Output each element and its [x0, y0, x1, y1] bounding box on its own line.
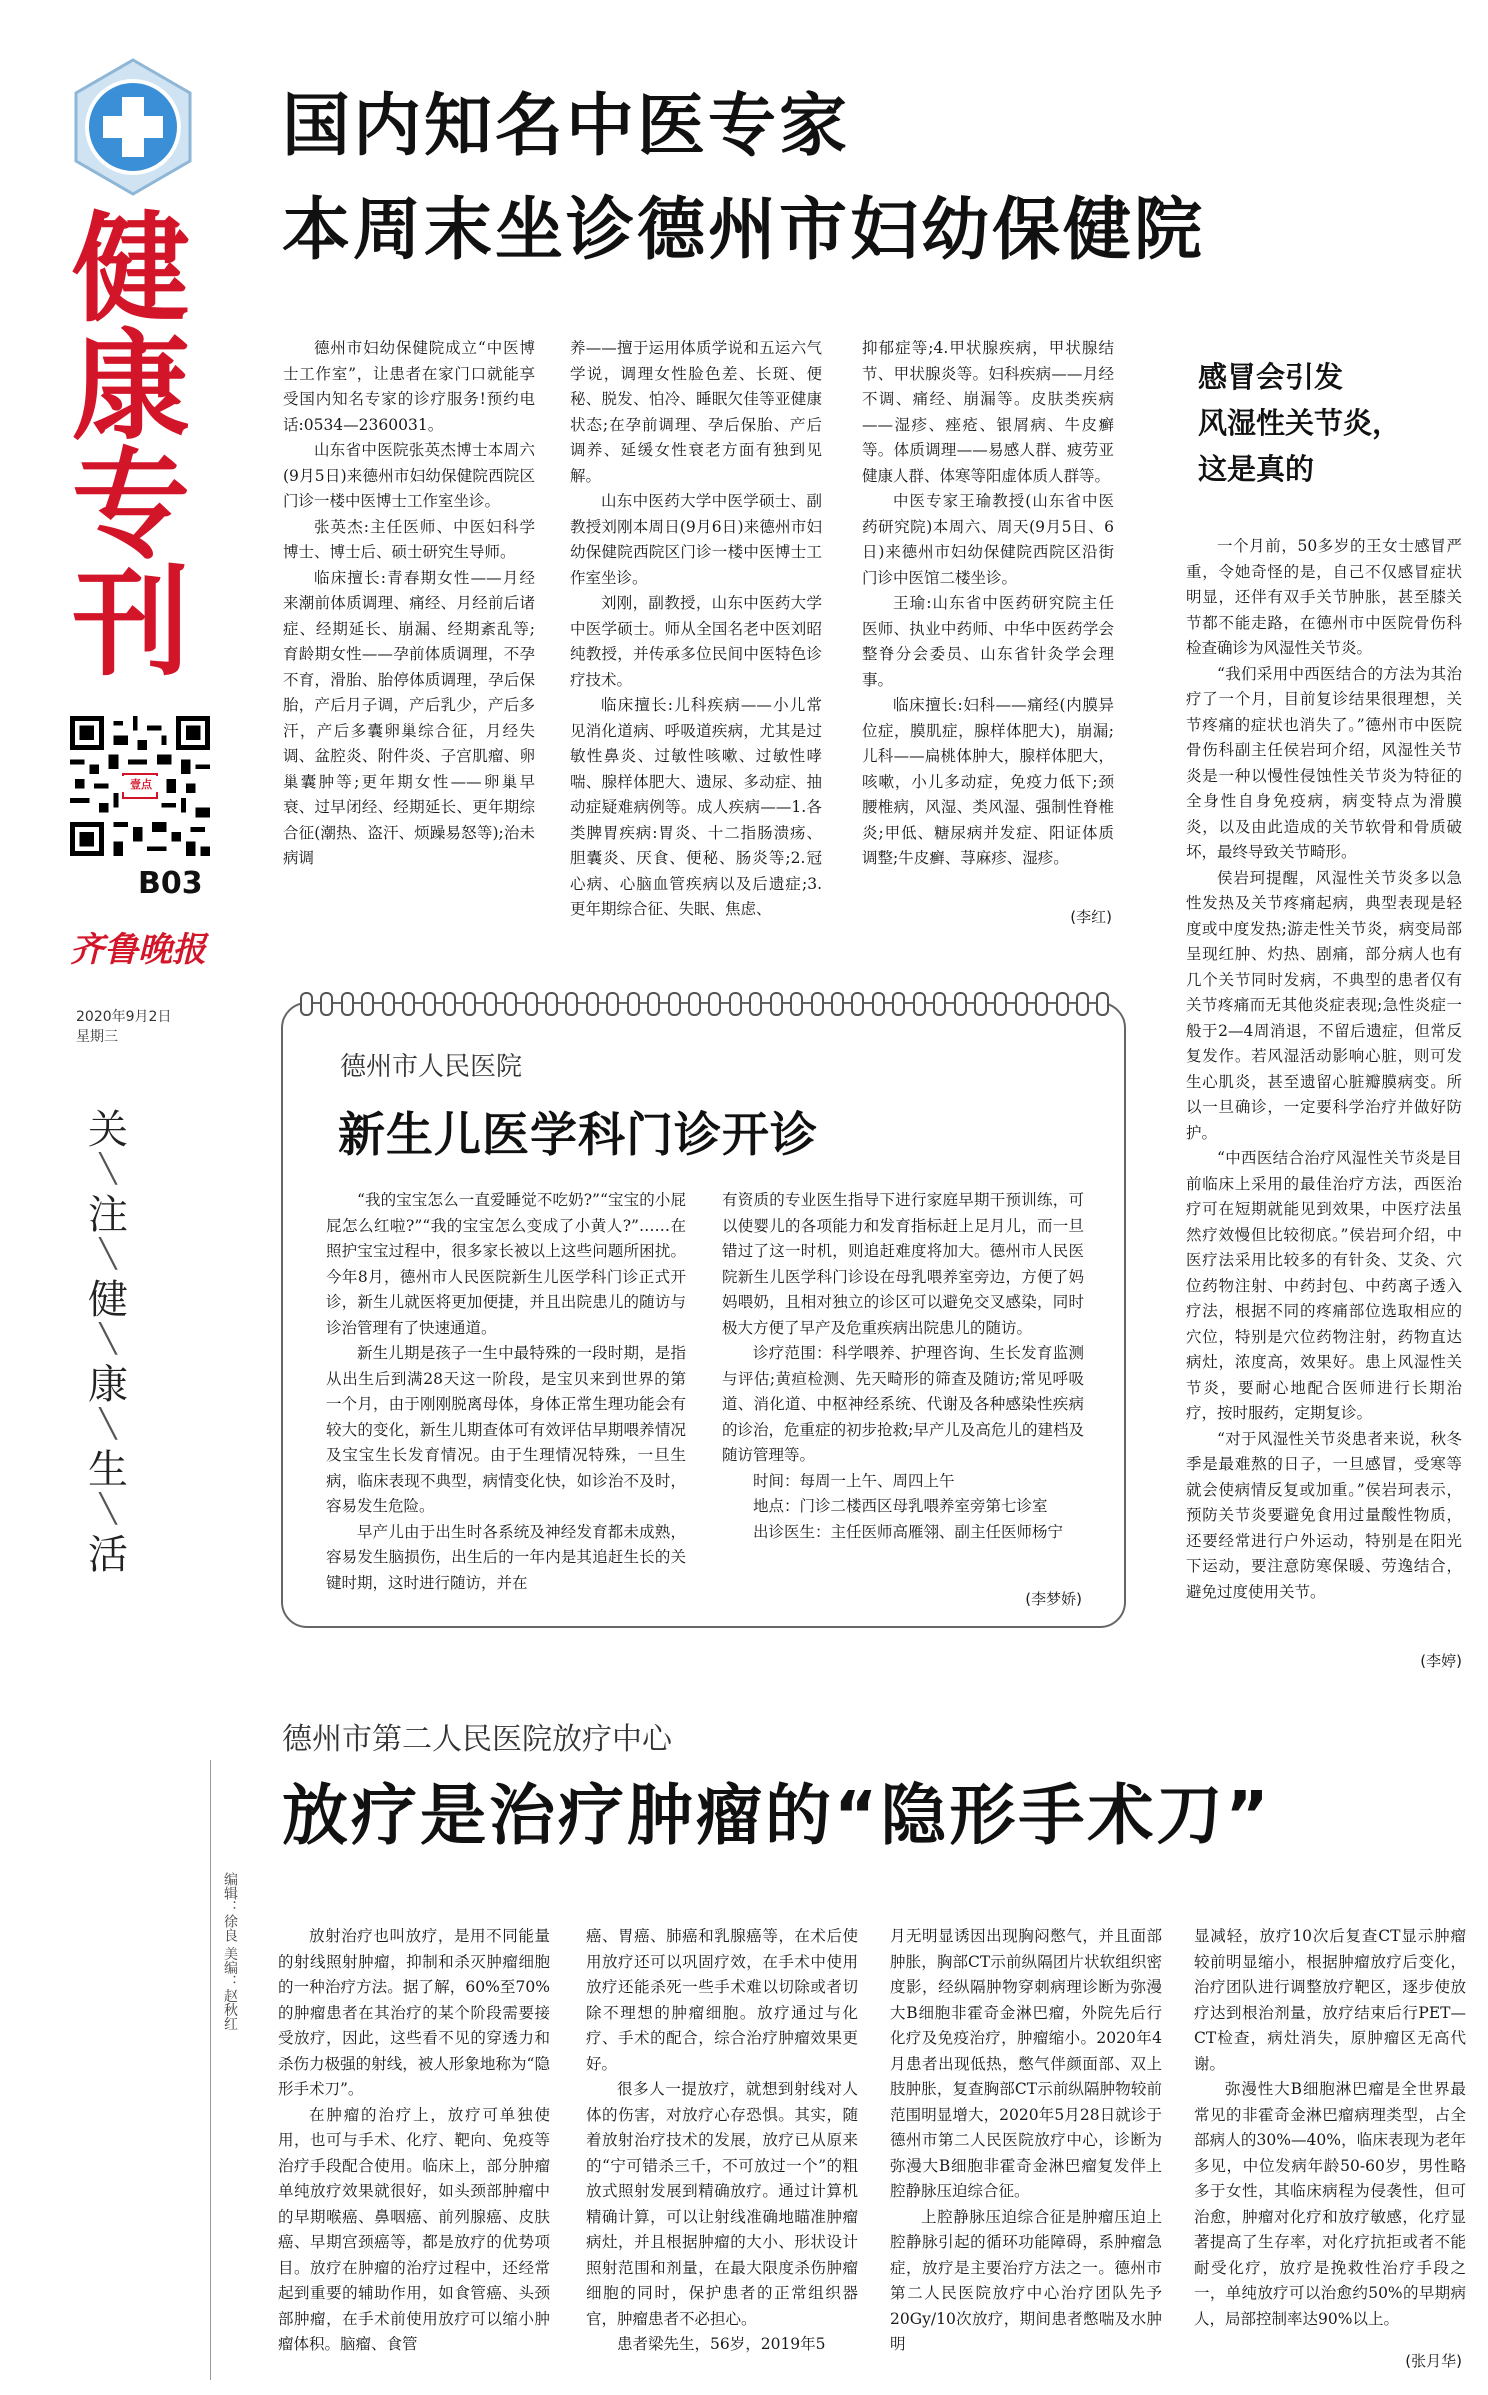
paragraph: 早产儿由于出生时各系统及神经发育都未成熟，容易发生脑损伤，出生后的一年内是其追赶生长的关键时期，这时进行随访，并在: [326, 1522, 686, 1592]
article2-body: [1186, 534, 1462, 1605]
page-number: B03: [138, 866, 203, 901]
paragraph: 刘刚，副教授，山东中医药大学中医学硕士。师从全国名老中医刘昭纯教授，并传承多位民间中医特色诊疗技术。: [570, 594, 822, 689]
paragraph: “我的宝宝怎么一直爱睡觉不吃奶?”“宝宝的小屁屁怎么红啦?”“我的宝宝怎么变成了小黄人?”……在照护宝宝过程中，很多家长被以上这些问题所困扰。今年8月，德州市人民医院新生儿医学科门诊正式开诊，新生儿就医将更加便捷，并且出院患儿的随访与诊治管理有了快速通道。: [326, 1191, 686, 1337]
article3-headline: 新生儿医学科门诊开诊: [338, 1108, 818, 1163]
paragraph: 张英杰:主任医师、中医妇科学博士、博士后、硕士研究生导师。: [283, 517, 535, 561]
notebook-rings: [300, 992, 1110, 1014]
paragraph: 抑郁症等;4.甲状腺疾病，甲状腺结节、甲状腺炎等。妇科疾病——月经不调、痛经、崩漏等。皮肤类疾病——湿疹、痤疮、银屑病、牛皮癣等。体质调理——易感人群、疲劳亚健康人群、体寒等阳虚体质人群等。: [862, 339, 1114, 485]
paragraph: “中西医结合治疗风湿性关节炎是目前临床上采用的最佳治疗方法，西医治疗可在短期就能见到效果，中医疗法虽然疗效慢但比较彻底。”侯岩珂介绍，中医疗法采用比较多的有针灸、艾灸、穴位药物注射、中药封包、中药离子透入疗法，根据不同的疼痛部位选取相应的穴位，特别是穴位药物注射，药物直达病灶，浓度高，效果好。患上风湿性关节炎，要耐心地配合医师进行长期治疗，按时服药，定期复诊。: [1186, 1149, 1462, 1422]
article1-byline: (李红): [1070, 908, 1112, 926]
article3-column-2: [722, 1188, 1084, 1545]
focus-char: 康: [88, 1362, 128, 1408]
article1-column-2: [570, 336, 822, 923]
headline-line: 感冒会引发: [1198, 360, 1344, 394]
paragraph: 临床擅长:儿科疾病——小儿常见消化道病、呼吸道疾病，尤其是过敏性鼻炎、过敏性咳嗽、过敏性哮喘、腺样体肥大、遗尿、多动症、抽动症疑难病例等。成人疾病——1.各类脾胃疾病:胃炎、十二指肠溃疡、胆囊炎、厌食、便秘、肠炎等;2.冠心病、心脑血管疾病以及后遗症;3.更年期综合征、失眠、焦虑、: [570, 696, 822, 918]
paragraph: 山东省中医院张英杰博士本周六(9月5日)来德州市妇幼保健院西院区门诊一楼中医博士工作室坐诊。: [283, 441, 535, 510]
paragraph: 山东中医药大学中医学硕士、副教授刘刚本周日(9月6日)来德州市妇幼保健院西院区门诊一楼中医博士工作室坐诊。: [570, 492, 822, 587]
focus-slogan: 关 ╲ 注 ╲ 健 ╲ 康 ╲ 生 ╲ 活: [78, 1098, 138, 1580]
paragraph: 临床擅长:妇科——痛经(内膜异位症，膜肌症，腺样体肥大)，崩漏;儿科——扁桃体肿大，腺样体肥大，咳嗽，小儿多动症，免疫力低下;颈腰椎病，风湿、类风湿、强制性脊椎炎;甲低、糖尿病并发症、阳证体质调整;牛皮癣、荨麻疹、湿疹。: [862, 696, 1114, 867]
paragraph: 癌、胃癌、肺癌和乳腺癌等，在术后使用放疗还可以巩固疗效，在手术中使用放疗还能杀死一些手术难以切除或者切除不理想的肿瘤细胞。放疗通过与化疗、手术的配合，综合治疗肿瘤效果更好。: [586, 1927, 858, 2073]
paragraph: 时间：每周一上午、周四上午: [753, 1471, 955, 1490]
paragraph: 德州市妇幼保健院成立“中医博士工作室”，让患者在家门口就能享受国内知名专家的诊疗服务!预约电话:0534—2360031。: [283, 339, 535, 434]
article4-column-1: [278, 1924, 550, 2358]
qr-label: 壹点: [122, 776, 160, 792]
paragraph: 侯岩珂提醒，风湿性关节炎多以急性发热及关节疼痛起病，典型表现是轻度或中度发热;游走性关节炎，病变局部呈现红肿、灼热、剧痛，部分病人也有几个关节同时发病，不典型的患者仅有关节疼痛而无其他炎症表现;急性炎症一般于2—4周消退，不留后遗症，但常反复发作。若风湿活动影响心脏，则可发生心肌炎，甚至遗留心脏瓣膜病变。所以一旦确诊，一定要科学治疗并做好防护。: [1186, 868, 1462, 1142]
paragraph: 患者梁先生，56岁，2019年5: [617, 2335, 826, 2353]
focus-char: 活: [88, 1532, 128, 1578]
logo-badge: [58, 52, 208, 202]
article3-kicker: 德州市人民医院: [340, 1052, 523, 1082]
paragraph: 出诊医生：主任医师高雁翎、副主任医师杨宁: [753, 1522, 1064, 1541]
headline-line: 风湿性关节炎，: [1198, 406, 1402, 440]
paragraph: 上腔静脉压迫综合征是肿瘤压迫上腔静脉引起的循环功能障碍，系肿瘤急症，放疗是主要治疗方法之一。德州市第二人民医院放疗中心治疗团队先予20Gy/10次放疗，期间患者憋喘及水肿明: [890, 2207, 1162, 2353]
article4-byline: (张月华): [1405, 2352, 1462, 2370]
section-char: 康: [72, 318, 191, 456]
section-char: 健: [72, 200, 191, 338]
paragraph: 月无明显诱因出现胸闷憋气，并且面部肿胀，胸部CT示前纵隔团片状软组织密度影，经纵隔肿物穿刺病理诊断为弥漫大B细胞非霍奇金淋巴瘤，外院先后行化疗及免疫治疗，肿瘤缩小。2020年4月患者出现低热，憋气伴颜面部、双上肢肿胀，复查胸部CT示前纵隔肿物较前范围明显增大，2020年5月28日就诊于德州市第二人民医院放疗中心，诊断为弥漫大B细胞非霍奇金淋巴瘤复发伴上腔静脉压迫综合征。: [890, 1927, 1162, 2200]
article3-byline: (李梦娇): [1025, 1590, 1082, 1608]
issue-weekday: 星期三: [76, 1029, 118, 1045]
paragraph: 很多人一提放疗，就想到射线对人体的伤害，对放疗心存恐惧。其实，随着放射治疗技术的发展，放疗已从原来的“宁可错杀三千，不可放过一个”的粗放式照射发展到精确放疗。通过计算机精确计算，可以让射线准确地瞄准肿瘤病灶，并且根据肿瘤的大小、形状设计照射范围和剂量，在最大限度杀伤肿瘤细胞的同时，保护患者的正常组织器官，肿瘤患者不必担心。: [586, 2080, 858, 2328]
paragraph: 王瑜:山东省中医药研究院主任医师、执业中药师、中华中医药学会整脊分会委员、山东省针灸学会理事。: [862, 594, 1114, 689]
paragraph: 中医专家王瑜教授(山东省中医药研究院)本周六、周天(9月5日、6日)来德州市妇幼保健院西院区沿街门诊中医馆二楼坐诊。: [862, 492, 1114, 587]
article4-headline: 放疗是治疗肿瘤的“隐形手术刀”: [282, 1777, 1272, 1854]
article1-headline-line2: 本周末坐诊德州市妇幼保健院: [282, 191, 1206, 270]
article1-column-3: [862, 336, 1114, 872]
medical-cross-icon: [58, 52, 208, 202]
article3-column-1: [326, 1188, 686, 1596]
focus-char: 生: [88, 1447, 128, 1493]
paragraph: 诊疗范围：科学喂养、护理咨询、生长发育监测与评估;黄疸检测、先天畸形的筛查及随访;常见呼吸道、消化道、中枢神经系统、代谢及各种感染性疾病的诊治，危重症的初步抢救;早产儿及高危儿的建档及随访管理等。: [722, 1344, 1084, 1464]
article2-byline: (李婷): [1420, 1652, 1462, 1670]
paragraph: 地点：门诊二楼西区母乳喂养室旁第七诊室: [753, 1497, 1048, 1515]
paragraph: 养——擅于运用体质学说和五运六气学说，调理女性脸色差、长斑、便秘、脱发、怕冷、睡眠欠佳等亚健康状态;在孕前调理、孕后保胎、产后调养、延缓女性衰老方面有独到见解。: [570, 339, 822, 485]
section-char: 刊: [72, 554, 191, 692]
paragraph: 一个月前，50多岁的王女士感冒严重，令她奇怪的是，自己不仅感冒症状明显，还伴有双手关节肿胀，甚至膝关节都不能走路，在德州市中医院骨伤科检查确诊为风湿性关节炎。: [1186, 537, 1462, 657]
paragraph: 放射治疗也叫放疗，是用不同能量的射线照射肿瘤，抑制和杀灭肿瘤细胞的一种治疗方法。据了解，60%至70%的肿瘤患者在其治疗的某个阶段需要接受放疗，因此，这些看不见的穿透力和杀伤力极强的射线，被人形象地称为“隐形手术刀”。: [278, 1927, 550, 2098]
article4-kicker: 德州市第二人民医院放疗中心: [282, 1722, 672, 1757]
focus-char: 关: [88, 1107, 128, 1153]
article1-headline-line1: 国内知名中医专家: [282, 87, 851, 166]
editor-note: 编辑：徐良 美编：赵秋红: [222, 1872, 238, 2031]
paragraph: 显减轻，放疗10次后复查CT显示肿瘤较前明显缩小，根据肿瘤放疗后变化，治疗团队进行调整放疗靶区，逐步使放疗达到根治剂量，放疗结束后行PET—CT检查，病灶消失，原肿瘤区无高代谢。: [1194, 1927, 1466, 2073]
article2-headline: [1198, 354, 1401, 492]
paragraph: “我们采用中西医结合的方法为其治疗了一个月，目前复诊结果很理想，关节疼痛的症状也消失了。”德州市中医院骨伤科副主任侯岩珂介绍，风湿性关节炎是一种以慢性侵蚀性关节炎为特征的全身性自身免疫病，病变特点为滑膜炎，以及由此造成的关节软骨和骨质破坏，最终导致关节畸形。: [1186, 664, 1462, 861]
section-title: [72, 200, 212, 692]
focus-char: 健: [88, 1277, 128, 1323]
article4-column-4: [1194, 1924, 1466, 2332]
paragraph: 在肿瘤的治疗上，放疗可单独使用，也可与手术、化疗、靶向、免疫等治疗手段配合使用。临床上，部分肿瘤单纯放疗效果就很好，如头颈部肿瘤中的早期喉癌、鼻咽癌、前列腺癌、皮肤癌、早期宫颈癌等，都是放疗的优势项目。放疗在肿瘤的治疗过程中，还经常起到重要的辅助作用，如食管癌、头颈部肿瘤，在手术前使用放疗可以缩小肿瘤体积。脑瘤、食管: [278, 2105, 550, 2353]
section-char: 专: [72, 436, 191, 574]
article4-column-3: [890, 1924, 1162, 2358]
headline-line: 这是真的: [1198, 452, 1315, 486]
issue-date: 2020年9月2日: [76, 1009, 172, 1025]
paragraph: “对于风湿性关节炎患者来说，秋冬季是最难熬的日子，一旦感冒，受寒等就会使病情反复或加重。”侯岩珂表示，预防关节炎要避免食用过量酸性物质，还要经常进行户外运动，特别是在阳光下运动，要注意防寒保暖、劳逸结合，避免过度使用关节。: [1186, 1429, 1462, 1601]
focus-char: 注: [88, 1192, 128, 1238]
masthead-divider: [210, 1760, 211, 2380]
qr-code[interactable]: [70, 716, 210, 856]
paragraph: 弥漫性大B细胞淋巴瘤是全世界最常见的非霍奇金淋巴瘤病理类型，占全部病人的30%—40%，临床表现为老年多见，中位发病年龄50-60岁，男性略多于女性，其临床病程为侵袭性，但可治愈，肿瘤对化疗和放疗敏感，化疗显著提高了生存率，对化疗抗拒或者不能耐受化疗，放疗是挽救性治疗手段之一，单纯放疗可以治愈约50%的早期病人，局部控制率达90%以上。: [1194, 2080, 1466, 2328]
paper-name: 齐鲁晚报: [70, 930, 206, 970]
paragraph: 临床擅长:青春期女性——月经来潮前体质调理、痛经、月经前后诸症、经期延长、崩漏、经期紊乱等;育龄期女性——孕前体质调理，不孕不育，滑胎、胎停体质调理，孕后保胎，产后月子调，产后乳少，产后多汗，产后多囊卵巢综合征，月经失调、盆腔炎、附件炎、子宫肌瘤、卵巢囊肿等;更年期女性——卵巢早衰、过早闭经、经期延长、更年期综合征(潮热、盗汗、烦躁易怒等);治未病调: [283, 568, 535, 867]
article4-column-2: [586, 1924, 858, 2358]
paragraph: 新生儿期是孩子一生中最特殊的一段时期，是指从出生后到满28天这一阶段，是宝贝来到世界的第一个月，由于刚刚脱离母体，身体正常生理功能会有较大的变化，新生儿期查体可有效评估早期喂养情况及宝宝生长发育情况。由于生理情况特殊，一旦生病，临床表现不典型，病情变化快，如诊治不及时，容易发生危险。: [326, 1344, 686, 1515]
article1-column-1: [283, 336, 535, 872]
paragraph: 有资质的专业医生指导下进行家庭早期干预训练，可以使婴儿的各项能力和发育指标赶上足月儿，而一旦错过了这一时机，则追赶难度将加大。德州市人民医院新生儿医学科门诊设在母乳喂养室旁边，方便了妈妈喂奶，且相对独立的诊区可以避免交叉感染，同时极大方便了早产及危重疾病出院患儿的随访。: [722, 1191, 1084, 1337]
